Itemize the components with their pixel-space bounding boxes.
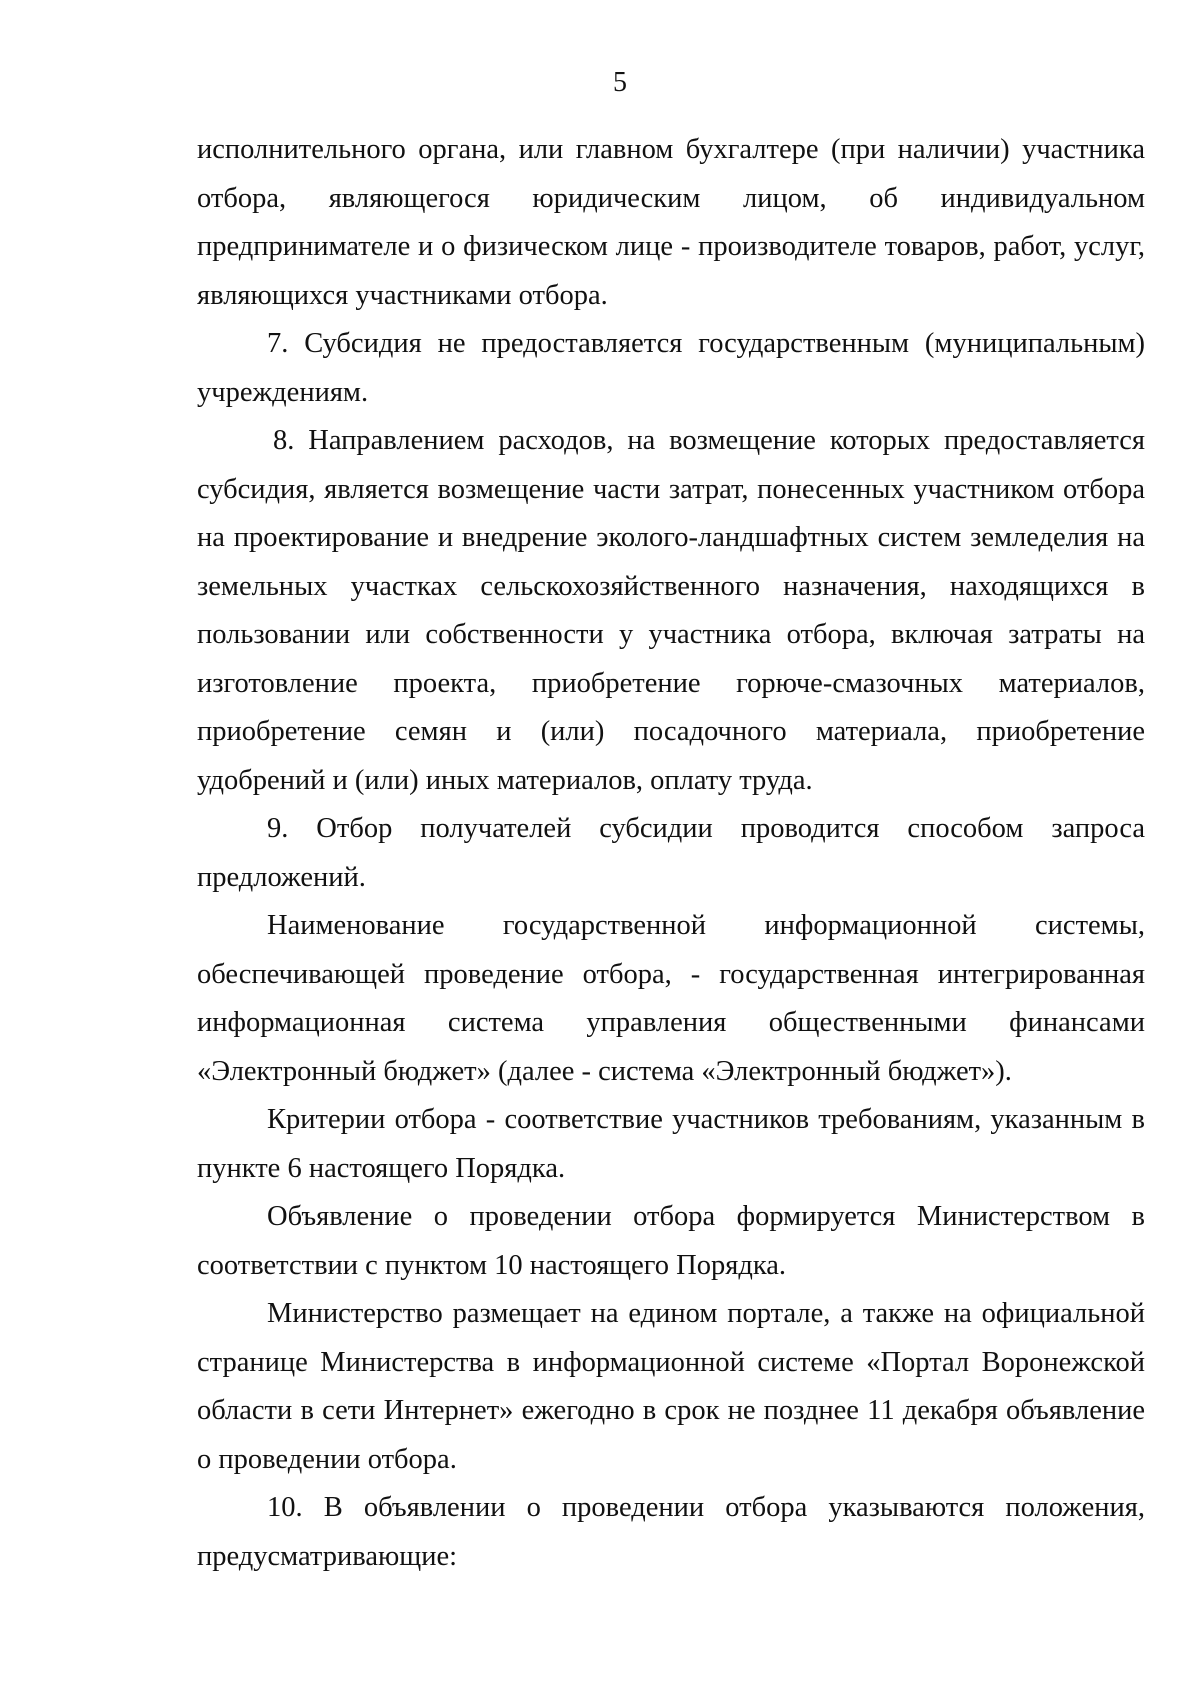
paragraph-item-7: 7. Субсидия не предоставляется государственным (муниципальным) учреждениям. <box>197 328 1145 408</box>
paragraph-selection-criteria: Критерии отбора - соответствие участников требованиям, указанным в пункте 6 настоящего Порядка. <box>197 1104 1145 1184</box>
document-body <box>197 126 1145 1581</box>
page-number: 5 <box>613 67 627 98</box>
paragraph-item-8: 8. Направлением расходов, на возмещение которых предоставляется субсидия, является возмещение части затрат, понесенных участником отбора на проектирование и внедрение эколого-ландшафтных систем земледелия на земельных участках сельскохозяйственного назначения, находящихся в пользовании или собственности у участника отбора, включая затраты на изготовление проекта, приобретение горюче-смазочных материалов, приобретение семян и (или) посадочного материала, приобретение удобрений и (или) иных материалов, оплату труда. <box>197 425 1145 796</box>
paragraph-announcement-publication: Министерство размещает на едином портале, а также на официальной странице Министерства в информационной системе «Портал Воронежской области в сети Интернет» ежегодно в срок не позднее 11 декабря объявление о проведении отбора. <box>197 1298 1145 1475</box>
paragraph-item-10: 10. В объявлении о проведении отбора указываются положения, предусматривающие: <box>197 1492 1145 1572</box>
paragraph-info-system: Наименование государственной информационной системы, обеспечивающей проведение отбора, - государственная интегрированная информационная система управления общественными финансами «Электронный бюджет» (далее - система «Электронный бюджет»). <box>197 910 1145 1087</box>
paragraph-announcement-formation: Объявление о проведении отбора формируется Министерством в соответствии с пунктом 10 настоящего Порядка. <box>197 1201 1145 1281</box>
paragraph-item-9: 9. Отбор получателей субсидии проводится способом запроса предложений. <box>197 813 1145 893</box>
paragraph-continuation: исполнительного органа, или главном бухгалтере (при наличии) участника отбора, являющегося юридическим лицом, об индивидуальном предпринимателе и о физическом лице - производителе товаров, работ, услуг, являющихся участниками отбора. <box>197 134 1145 311</box>
